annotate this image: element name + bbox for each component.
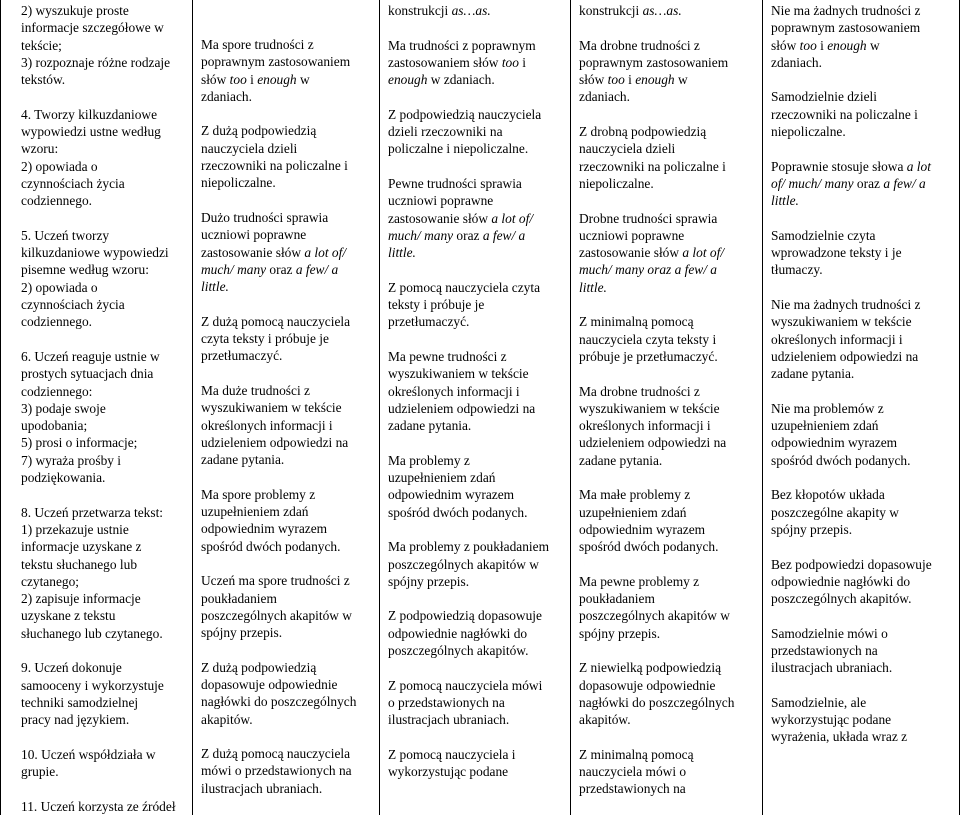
requirement-item — [21, 798, 186, 815]
text-line: Nie ma żadnych trudności z — [771, 297, 921, 313]
text-line: Z minimalną pomocą — [579, 314, 694, 330]
text-line: Ma problemy z poukładaniem — [388, 539, 550, 555]
text-line: zastosowanie słów a lot of/ — [579, 245, 725, 261]
grade-3-paragraph — [388, 175, 564, 261]
text-line: odpowiednim wyrazem — [388, 487, 515, 503]
text-line: uczniowi poprawne — [579, 227, 685, 243]
grade-5-paragraph — [771, 400, 953, 469]
text-line: udzieleniem odpowiedzi na — [388, 400, 536, 416]
text-line: Z dużą podpowiedzią — [201, 659, 317, 675]
text-line: codziennego. — [21, 193, 93, 209]
text-line: poszczególnych akapitów. — [388, 642, 529, 658]
text-line: wykorzystując podane — [388, 764, 509, 780]
column-grade-5 — [763, 0, 959, 815]
grade-5-paragraph — [771, 158, 953, 210]
text-line: Z niewielką podpowiedzią — [579, 660, 722, 676]
text-line: akapitów. — [579, 712, 631, 728]
text-line: teksty i próbuje je — [388, 297, 485, 313]
text-line: Poprawnie stosuje słowa a lot — [771, 158, 931, 174]
text-line: uzupełnieniem zdań — [201, 504, 309, 520]
text-line: słów too i enough w — [579, 72, 688, 88]
text-line: pracy nad językiem. — [21, 712, 130, 728]
grade-5-paragraph — [771, 2, 953, 71]
grade-2-paragraph — [201, 572, 373, 641]
requirement-item — [21, 106, 186, 210]
text-line: tłumaczy. — [771, 262, 823, 278]
grade-3-paragraph — [388, 348, 564, 434]
text-line: Z podpowiedzią dopasowuje — [388, 608, 542, 624]
text-line: Ma pewne trudności z — [388, 348, 507, 364]
grade-3-paragraph — [388, 106, 564, 158]
text-line: ilustracjach ubraniach. — [201, 780, 323, 796]
text-line: zdaniach. — [579, 89, 630, 105]
text-line: odpowiednie nagłówki do — [771, 573, 911, 589]
text-line: tekście; — [21, 37, 62, 53]
text-line: próbuje je przetłumaczyć. — [579, 348, 718, 364]
text-line: słów too i enough w — [201, 71, 310, 87]
text-line: spośród dwóch podanych. — [388, 504, 528, 520]
text-line: Z minimalną pomocą — [579, 746, 694, 762]
text-line: zastosowanie słów a lot of/ — [388, 210, 534, 226]
text-line: wyrażenia, układa wraz z — [771, 729, 908, 745]
requirement-item — [21, 227, 186, 331]
text-line: 2) opowiada o — [21, 158, 98, 174]
text-line: Ma problemy z — [388, 452, 470, 468]
grade-5-paragraph — [771, 296, 953, 382]
text-line: konstrukcji as…as. — [388, 3, 491, 18]
text-line: uzupełnieniem zdań — [579, 504, 687, 520]
text-line: spośród dwóch podanych. — [579, 539, 719, 555]
text-line: 9. Uczeń dokonuje — [21, 660, 122, 676]
text-line: Samodzielnie czyta — [771, 227, 876, 243]
text-line: ilustracjach ubraniach. — [771, 660, 893, 676]
grade-3-paragraph — [388, 607, 564, 659]
text-line: niepoliczalne. — [579, 175, 654, 191]
text-line: Ma trudności z poprawnym — [388, 37, 536, 53]
text-line: techniki samodzielnej — [21, 694, 139, 710]
text-line: wzoru: — [21, 141, 59, 157]
text-line: słów too i enough w — [771, 37, 880, 53]
text-line: tekstów. — [21, 72, 66, 88]
text-line: 11. Uczeń korzysta ze źródeł — [21, 798, 176, 814]
grade-4-paragraph — [579, 210, 756, 296]
text-line: określonych informacji i — [388, 383, 520, 399]
text-line: określonych informacji i — [201, 417, 333, 433]
text-line: poszczególnych akapitów w — [201, 607, 352, 623]
text-line: mówi o przedstawionych na — [201, 763, 352, 779]
text-line: ilustracjach ubraniach. — [388, 712, 510, 728]
grade-4-paragraph — [579, 37, 756, 106]
text-line: odpowiednim wyrazem — [771, 435, 898, 451]
requirement-item — [21, 348, 186, 486]
grade-4-paragraph — [579, 659, 756, 728]
text-line: policzalne i niepoliczalne. — [388, 141, 529, 157]
text-line: poprawnym zastosowaniem — [201, 54, 351, 70]
text-line: 2) opowiada o — [21, 279, 98, 295]
grade-4-paragraph — [579, 486, 756, 555]
text-line: spójny przepis. — [771, 521, 853, 537]
text-line: upodobania; — [21, 418, 88, 434]
text-line: enough w zdaniach. — [388, 72, 495, 88]
text-line: wyszukiwaniem w tekście — [201, 400, 342, 416]
text-line: 1) przekazuje ustnie — [21, 521, 129, 537]
text-line: Ma drobne trudności z — [579, 37, 700, 53]
text-line: Z pomocą nauczyciela i — [388, 746, 516, 762]
text-line: uzupełnieniem zdań — [771, 418, 879, 434]
text-line: Z pomocą nauczyciela mówi — [388, 677, 543, 693]
text-line: codziennego. — [21, 314, 93, 330]
text-line: samooceny i wykorzystuje — [21, 677, 164, 693]
text-line: Uczeń ma spore trudności z — [201, 573, 350, 589]
text-line: much/ many oraz a few/ a — [579, 262, 717, 278]
grade-2-paragraph — [201, 122, 373, 191]
text-line: przetłumaczyć. — [388, 314, 470, 330]
text-line: dzieli rzeczowniki na — [388, 124, 503, 140]
text-line: Samodzielnie mówi o — [771, 625, 888, 641]
requirement-item — [21, 746, 186, 781]
text-line: Nie ma problemów z — [771, 400, 884, 416]
grade-2-paragraph — [201, 36, 373, 105]
column-grade-4 — [571, 0, 763, 815]
text-line: 6. Uczeń reaguje ustnie w — [21, 348, 160, 364]
text-line: poszczególnych akapitów w — [579, 608, 730, 624]
text-line: poprawnym zastosowaniem — [771, 20, 921, 36]
text-line: poukładaniem — [579, 591, 655, 607]
text-line: zadane pytania. — [579, 452, 663, 468]
text-line: podziękowania. — [21, 470, 106, 486]
text-line: nauczyciela dzieli — [579, 141, 676, 157]
grade-2-paragraph — [201, 745, 373, 797]
text-line: Ma drobne trudności z — [579, 383, 700, 399]
requirement-item — [21, 504, 186, 642]
grade-2-paragraph — [201, 209, 373, 295]
grade-2-paragraph — [201, 313, 373, 365]
text-line: czynnościach życia — [21, 175, 125, 191]
text-line: tekstu słuchanego lub — [21, 556, 138, 572]
text-line: Ma pewne problemy z — [579, 573, 700, 589]
text-line: Samodzielnie dzieli — [771, 89, 877, 105]
text-line: udzieleniem odpowiedzi na — [201, 434, 349, 450]
column-grade-3 — [380, 0, 571, 815]
text-line: Z podpowiedzią nauczyciela — [388, 106, 542, 122]
text-line: zadane pytania. — [388, 418, 472, 434]
requirement-item — [21, 659, 186, 728]
text-line: grupie. — [21, 764, 59, 780]
grade-4-paragraph — [579, 313, 756, 365]
text-line: słuchanego lub czytanego. — [21, 625, 163, 641]
text-line: odpowiednim wyrazem — [579, 521, 706, 537]
text-line: poszczególnych akapitów w — [388, 556, 539, 572]
text-line: wyszukiwaniem w tekście — [771, 314, 912, 330]
text-line: little. — [201, 279, 229, 295]
text-line: 8. Uczeń przetwarza tekst: — [21, 504, 164, 520]
text-line: czynnościach życia — [21, 297, 125, 313]
grade-4-paragraph — [579, 123, 756, 192]
text-line: określonych informacji i — [771, 331, 903, 347]
text-line: rzeczowniki na policzalne i — [579, 158, 726, 174]
text-line: uzupełnieniem zdań — [388, 470, 496, 486]
text-line: udzieleniem odpowiedzi na — [771, 348, 919, 364]
text-line: little. — [771, 193, 799, 209]
text-line: 5) prosi o informacje; — [21, 435, 138, 451]
text-line: nagłówki do poszczególnych — [579, 694, 735, 710]
text-line: akapitów. — [201, 711, 253, 727]
text-line: Z drobną podpowiedzią — [579, 124, 707, 140]
text-line: dopasowuje odpowiednie — [579, 677, 716, 693]
text-line: little. — [388, 245, 416, 261]
grade-3-paragraph — [388, 279, 564, 331]
text-line: 7) wyraża prośby i — [21, 452, 122, 468]
text-line: spośród dwóch podanych. — [201, 538, 341, 554]
text-line: rzeczowniki na policzalne i — [201, 158, 348, 174]
requirements-intro — [21, 2, 186, 88]
text-line: nauczyciela czyta teksty i — [579, 331, 717, 347]
grade-2-paragraph — [201, 382, 373, 468]
text-line: poszczególne akapity w — [771, 504, 899, 520]
text-line: Bez podpowiedzi dopasowuje — [771, 556, 932, 572]
text-line: spójny przepis. — [201, 625, 283, 641]
text-line: poukładaniem — [201, 590, 277, 606]
text-line: przedstawionych na — [771, 642, 878, 658]
text-line: Z dużą pomocą nauczyciela — [201, 313, 351, 329]
text-line: Bez kłopotów układa — [771, 487, 885, 503]
grade-3-paragraph — [388, 677, 564, 729]
text-line: wykorzystując podane — [771, 712, 892, 728]
text-line: spójny przepis. — [388, 573, 470, 589]
continued-text — [388, 2, 564, 19]
text-line: little. — [579, 279, 607, 295]
text-line: czytanego; — [21, 573, 79, 589]
text-line: nauczyciela dzieli — [201, 140, 298, 156]
grade-2-paragraph — [201, 486, 373, 555]
text-line: Z dużą pomocą nauczyciela — [201, 746, 351, 762]
grade-5-paragraph — [771, 227, 953, 279]
text-line: 10. Uczeń współdziała w — [21, 746, 156, 762]
continued-text — [579, 2, 756, 19]
text-line: spójny przepis. — [579, 625, 661, 641]
grade-3-paragraph — [388, 452, 564, 521]
text-line: Ma duże trudności z — [201, 382, 310, 398]
grade-4-paragraph — [579, 746, 756, 798]
text-line: Nie ma żadnych trudności z — [771, 3, 921, 18]
text-line: Dużo trudności sprawia — [201, 209, 329, 225]
text-line: poszczególnych akapitów. — [771, 591, 912, 607]
text-line: przedstawionych na — [579, 781, 686, 797]
text-line: przetłumaczyć. — [201, 348, 283, 364]
text-line: informacje uzyskane z — [21, 539, 142, 555]
column-requirements — [1, 0, 193, 815]
text-line: niepoliczalne. — [201, 175, 276, 191]
column-grade-2 — [193, 0, 380, 815]
grade-5-paragraph — [771, 556, 953, 608]
text-line: kilkuzdaniowe wypowiedzi — [21, 245, 169, 261]
text-line: prostych sytuacjach dnia — [21, 366, 154, 382]
text-line: spośród dwóch podanych. — [771, 452, 911, 468]
text-line: wyszukiwaniem w tekście — [388, 366, 529, 382]
text-line: informacje szczegółowe w — [21, 20, 164, 36]
text-line: określonych informacji i — [579, 418, 711, 434]
text-line: Samodzielnie, ale — [771, 694, 867, 710]
text-line: Ma spore trudności z — [201, 37, 314, 52]
text-line: wprowadzone teksty i je — [771, 245, 902, 261]
text-line: dopasowuje odpowiednie — [201, 676, 338, 692]
text-line: pisemne według wzoru: — [21, 262, 149, 278]
text-line: 2) wyszukuje proste — [21, 3, 129, 18]
text-line: Ma spore problemy z — [201, 486, 316, 502]
text-line: wypowiedzi ustne według — [21, 124, 161, 140]
grade-5-paragraph — [771, 694, 953, 746]
text-line: czyta teksty i próbuje je — [201, 331, 329, 347]
text-line: konstrukcji as…as. — [579, 3, 682, 18]
text-line: 3) podaje swoje — [21, 400, 106, 416]
text-line: 2) zapisuje informacje — [21, 591, 141, 607]
grade-3-paragraph — [388, 746, 564, 781]
text-line: zastosowanie słów a lot of/ — [201, 244, 347, 260]
text-line: rzeczowniki na policzalne i — [771, 106, 918, 122]
grade-3-paragraph — [388, 37, 564, 89]
text-line: Pewne trudności sprawia — [388, 175, 522, 191]
text-line: Drobne trudności sprawia — [579, 210, 718, 226]
text-line: odpowiednie nagłówki do — [388, 625, 528, 641]
grade-4-paragraph — [579, 383, 756, 469]
text-line: poprawnym zastosowaniem — [579, 54, 729, 70]
text-line: Z dużą podpowiedzią — [201, 123, 317, 139]
text-line: 3) rozpoznaje różne rodzaje — [21, 54, 171, 70]
text-line: zadane pytania. — [201, 452, 285, 468]
text-line: zdaniach. — [201, 88, 252, 104]
text-line: much/ many oraz a few/ a — [388, 227, 526, 243]
grade-5-paragraph — [771, 88, 953, 140]
text-line: udzieleniem odpowiedzi na — [579, 435, 727, 451]
text-line: uzyskane z tekstu — [21, 608, 116, 624]
text-line: 5. Uczeń tworzy — [21, 227, 110, 243]
grade-5-paragraph — [771, 625, 953, 677]
text-line: uczniowi poprawne — [201, 227, 307, 243]
text-line: zadane pytania. — [771, 366, 855, 382]
text-line: niepoliczalne. — [771, 124, 846, 140]
text-line: Z pomocą nauczyciela czyta — [388, 279, 541, 295]
text-line: codziennego: — [21, 383, 93, 399]
grade-2-paragraph — [201, 659, 373, 728]
text-line: wyszukiwaniem w tekście — [579, 400, 720, 416]
text-line: much/ many oraz a few/ a — [201, 261, 339, 277]
text-line: odpowiednim wyrazem — [201, 521, 328, 537]
grade-4-paragraph — [579, 573, 756, 642]
text-line: o przedstawionych na — [388, 694, 505, 710]
text-line: Ma małe problemy z — [579, 487, 691, 503]
grade-5-paragraph — [771, 486, 953, 538]
text-line: nauczyciela mówi o — [579, 764, 687, 780]
text-line: of/ much/ many oraz a few/ a — [771, 175, 926, 191]
text-line: 4. Tworzy kilkuzdaniowe — [21, 106, 158, 122]
text-line: zastosowaniem słów too i — [388, 54, 527, 70]
text-line: nagłówki do poszczególnych — [201, 694, 357, 710]
grade-3-paragraph — [388, 538, 564, 590]
text-line: uczniowi poprawne — [388, 193, 494, 209]
text-line: zdaniach. — [771, 54, 822, 70]
